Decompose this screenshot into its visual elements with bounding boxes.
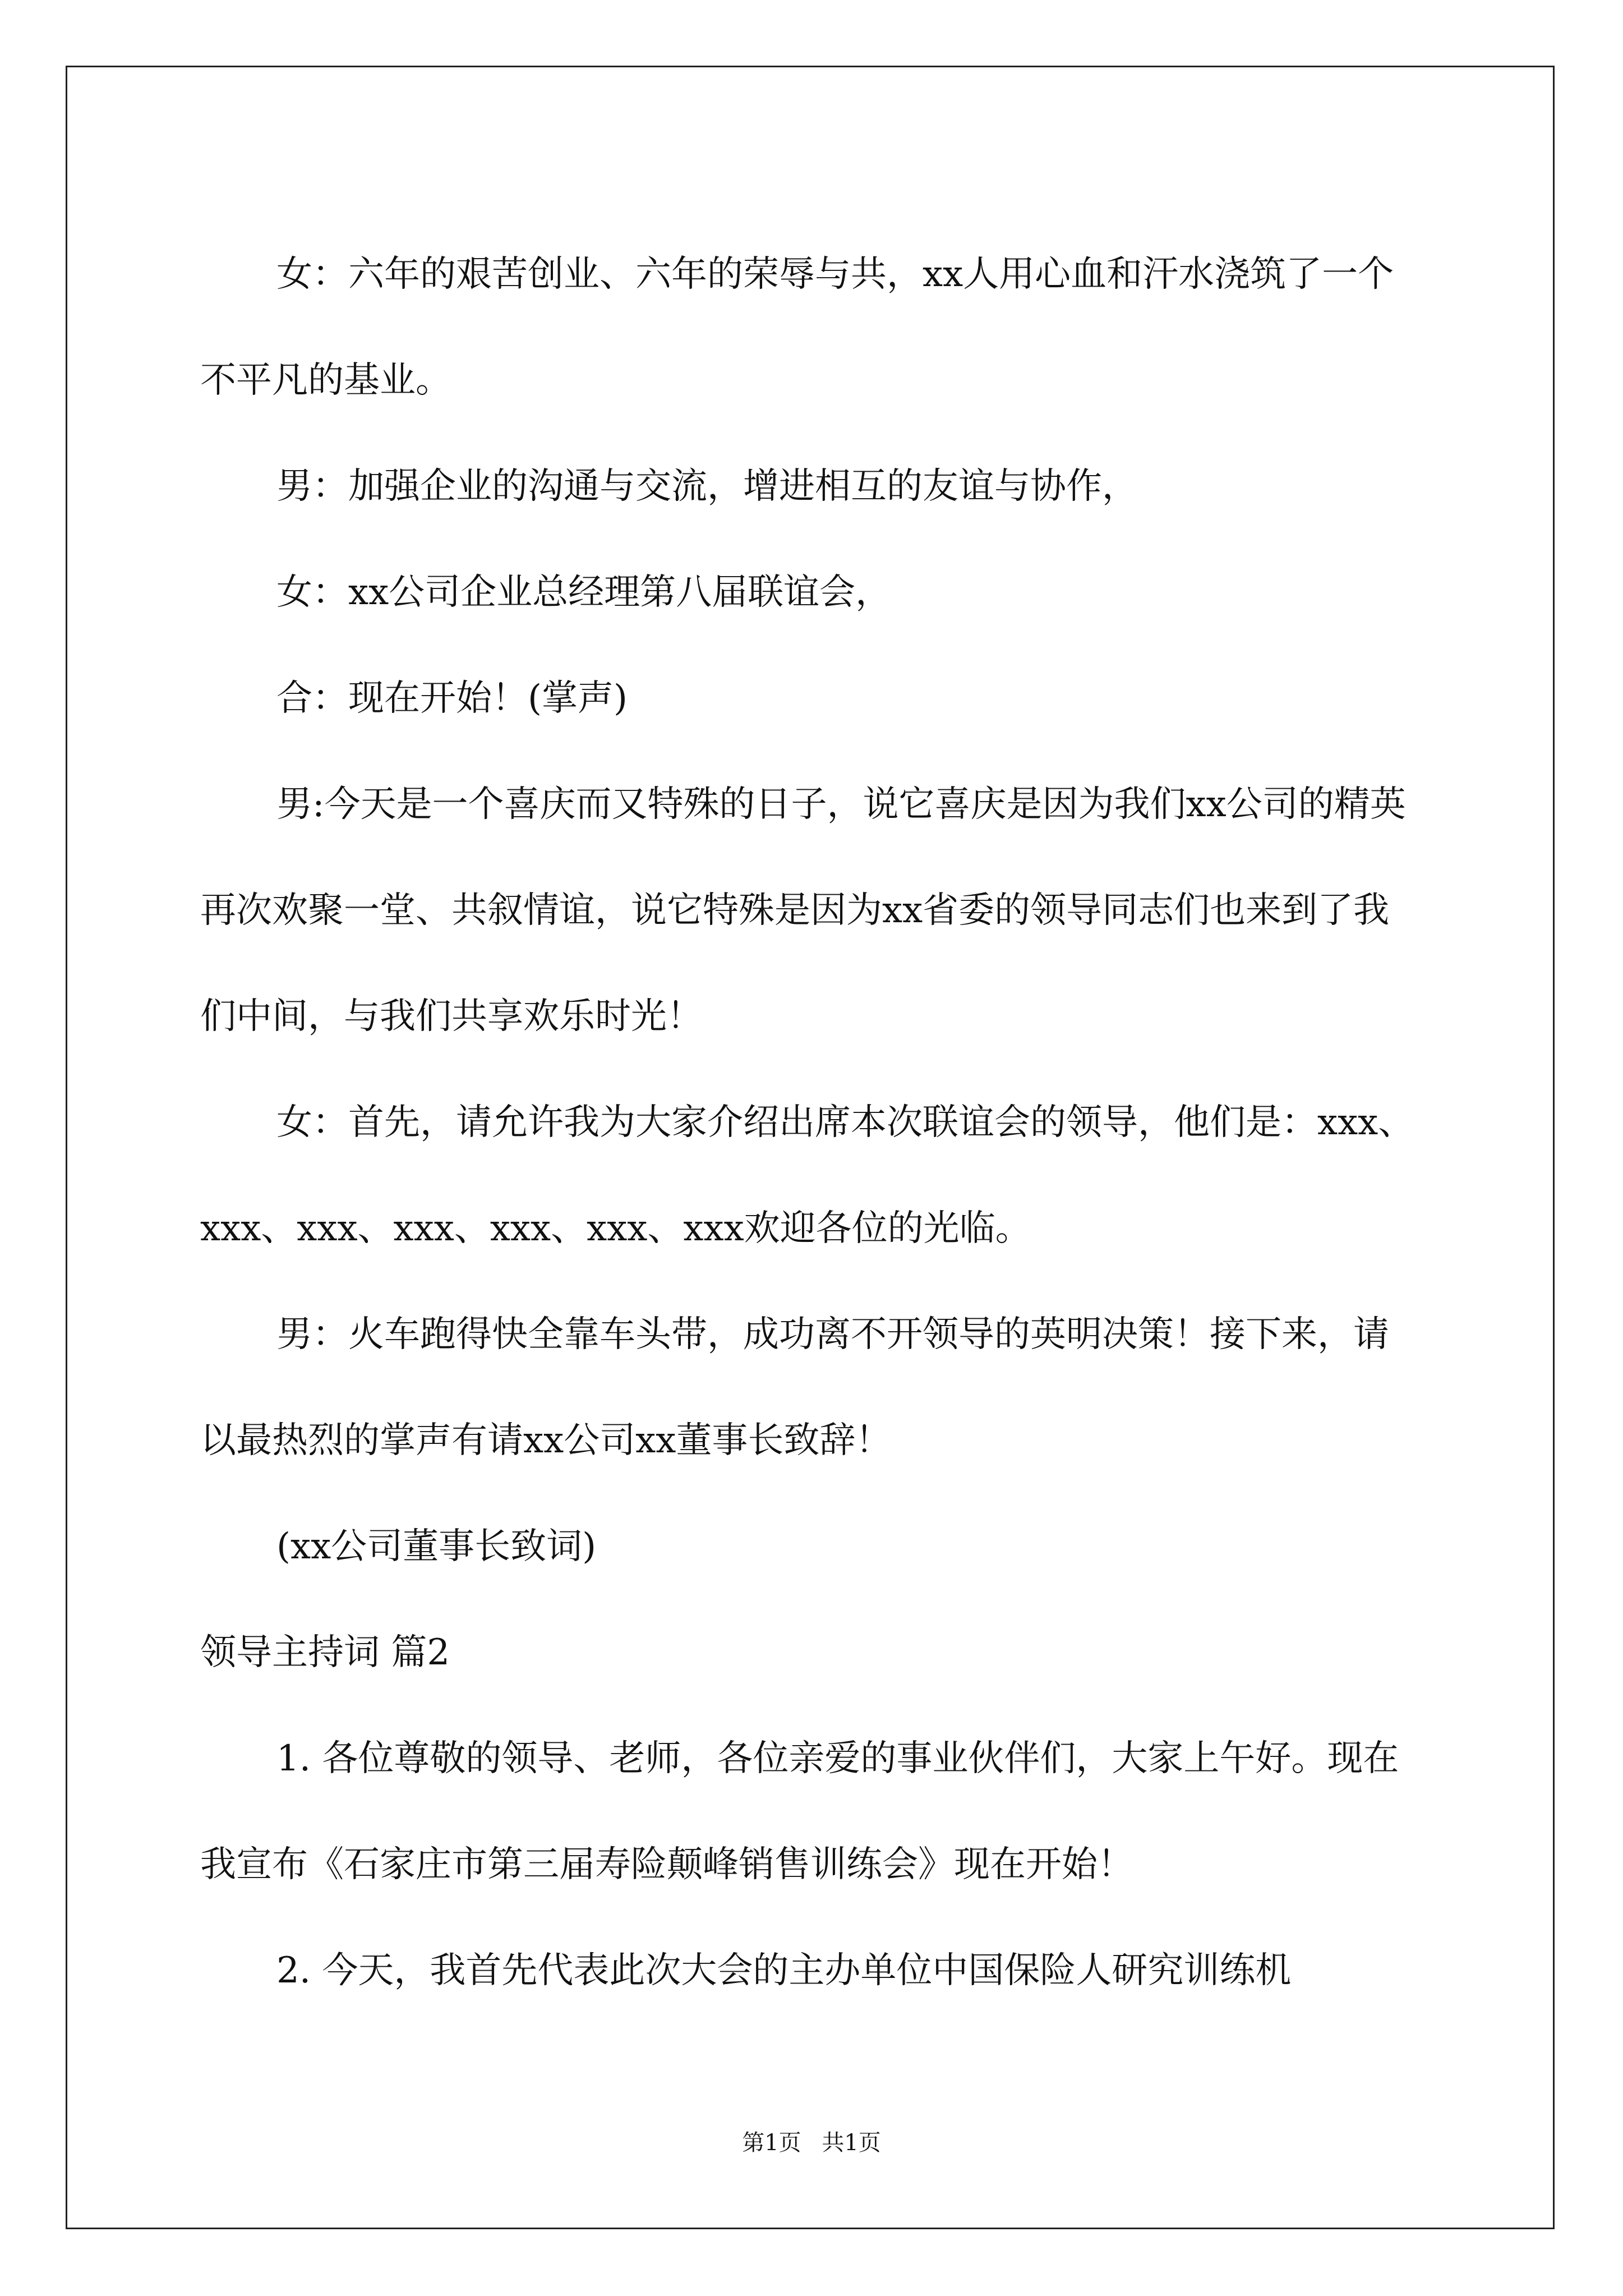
- paragraph-9: 1. 各位尊敬的领导、老师，各位亲爱的事业伙伴们，大家上午好。现在我宣布《石家庄市第三届寿险颠峰销售训练会》现在开始！: [200, 1738, 1399, 1885]
- paragraph-10: 2. 今天，我首先代表此次大会的主办单位中国保险人研究训练机: [276, 1950, 1292, 1991]
- paragraph-7: 男：火车跑得快全靠车头带，成功离不开领导的英明决策！接下来，请以最热烈的掌声有请xx公司xx董事长致辞！: [200, 1314, 1389, 1461]
- paragraph-1: 女：六年的艰苦创业、六年的荣辱与共，xx人用心血和汗水浇筑了一个不平凡的基业。: [200, 254, 1394, 401]
- page-footer: [0, 2126, 1623, 2160]
- section-heading: 领导主持词 篇2: [200, 1632, 450, 1673]
- page-number: 第1页: [742, 2130, 801, 2156]
- paragraph-8: (xx公司董事长致词): [276, 1526, 597, 1567]
- paragraph-2: 男：加强企业的沟通与交流，增进相互的友谊与协作，: [276, 466, 1138, 507]
- paragraph-3: 女：xx公司企业总经理第八届联谊会，: [276, 572, 892, 613]
- document-body: [200, 222, 1423, 2024]
- paragraph-5: 男:今天是一个喜庆而又特殊的日子，说它喜庆是因为我们xx公司的精英再次欢聚一堂、共叙情谊，说它特殊是因为xx省委的领导同志们也来到了我们中间，与我们共享欢乐时光！: [200, 784, 1406, 1037]
- paragraph-6: 女：首先，请允许我为大家介绍出席本次联谊会的领导，他们是：xxx、xxx、xxx、xxx、xxx、xxx、xxx欢迎各位的光临。: [200, 1102, 1414, 1249]
- paragraph-4: 合：现在开始！(掌声): [276, 678, 628, 719]
- page-total: 共1页: [822, 2130, 881, 2156]
